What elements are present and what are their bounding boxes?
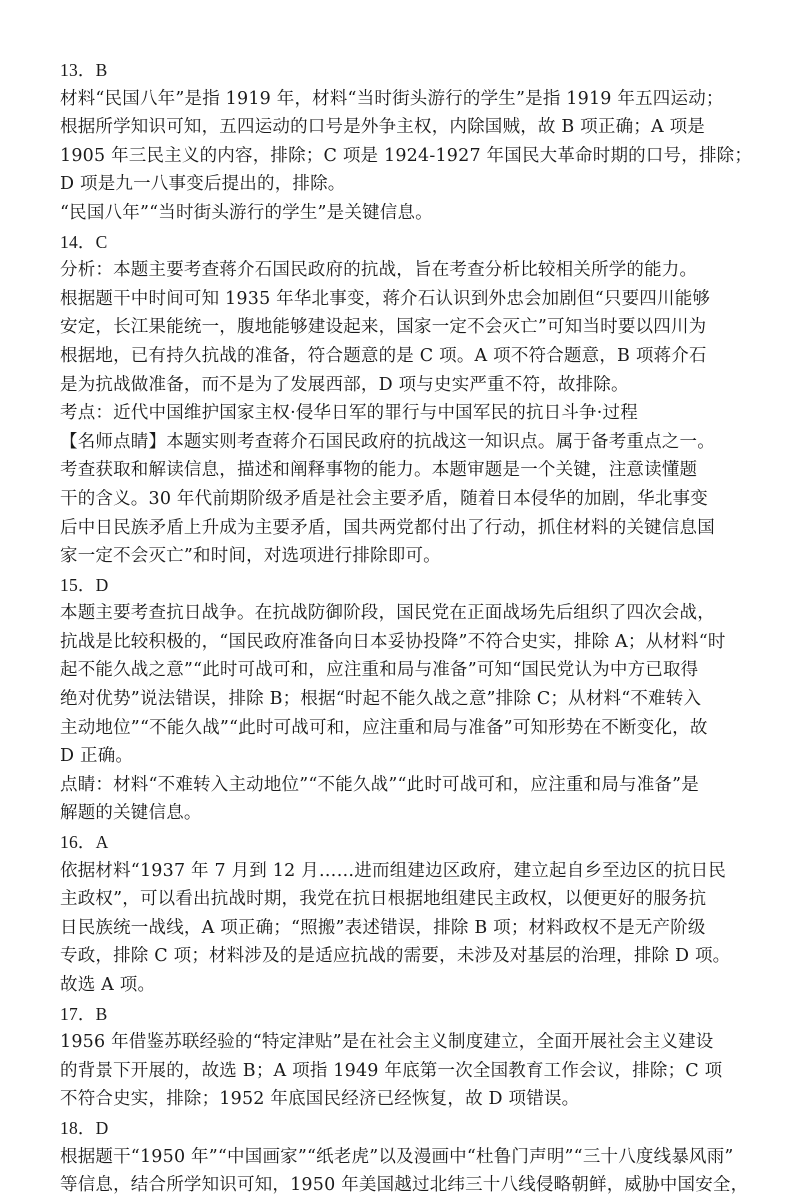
text-line: 依据材料“1937 年 7 月到 12 月……进而组建边区政府，建立起自乡至边区的抗日民 xyxy=(60,860,726,881)
document-page xyxy=(60,56,752,1200)
text-line: 绝对优势”说法错误，排除 B；根据“时起不能久战之意”排除 C；从材料“不难转入 xyxy=(60,689,702,710)
text-line: 根据题干“1950 年”“中国画家”“纸老虎”以及漫画中“杜鲁门声明”“三十八度线暴风雨” xyxy=(60,1146,734,1167)
text-line: 干的含义。30 年代前期阶级矛盾是社会主要矛盾，随着日本侵华的加剧，华北事变 xyxy=(60,488,708,509)
text-line: 考查获取和解读信息，描述和阐释事物的能力。本题审题是一个关键，注意读懂题 xyxy=(60,460,698,481)
text-line: 日民族统一战线，A 项正确；“照搬”表述错误，排除 B 项；材料政权不是无产阶级 xyxy=(60,917,706,938)
answer-heading-18: 18．D xyxy=(60,1117,109,1138)
text-line: 解题的关键信息。 xyxy=(60,803,202,824)
text-line: 根据所学知识可知，五四运动的口号是外争主权，内除国贼，故 B 项正确；A 项是 xyxy=(60,117,705,138)
answer-heading-13: 13．B xyxy=(60,60,108,80)
text-line: 材料“民国八年”是指 1919 年，材料“当时街头游行的学生”是指 1919 年五四运动； xyxy=(60,88,724,109)
text-line: 1905 年三民主义的内容，排除；C 项是 1924-1927 年国民大革命时期的口号，排除； xyxy=(60,145,752,166)
text-line: 安定，长江果能统一，腹地能够建设起来，国家一定不会灭亡”可知当时要以四川为 xyxy=(60,317,707,338)
text-line: D 正确。 xyxy=(60,746,134,767)
text-line: 考点：近代中国维护国家主权·侵华日军的罪行与中国军民的抗日斗争·过程 xyxy=(60,403,638,424)
text-line: 不符合史实，排除；1952 年底国民经济已经恢复，故 D 项错误。 xyxy=(60,1089,580,1110)
text-line: 起不能久战之意”“此时可战可和，应注重和局与准备”可知“国民党认为中方已取得 xyxy=(60,660,699,681)
text-line: 1956 年借鉴苏联经验的“特定津贴”是在社会主义制度建立，全面开展社会主义建设 xyxy=(60,1032,714,1053)
text-line: 专政，排除 C 项；材料涉及的是适应抗战的需要，未涉及对基层的治理，排除 D 项。 xyxy=(60,946,731,967)
answer-heading-15: 15．D xyxy=(60,574,109,595)
answer-heading-14: 14．C xyxy=(60,231,108,252)
text-line: 家一定不会灭亡”和时间，对选项进行排除即可。 xyxy=(60,546,441,567)
text-line: 主政权”，可以看出抗战时期，我党在抗日根据地组建民主政权，以便更好的服务抗 xyxy=(60,889,707,910)
text-line: 是为抗战做准备，而不是为了发展西部，D 项与史实严重不符，故排除。 xyxy=(60,374,629,395)
text-line: 点睛：材料“不难转入主动地位”“不能久战”“此时可战可和，应注重和局与准备”是 xyxy=(60,774,699,795)
text-line: 本题主要考查抗日战争。在抗战防御阶段，国民党在正面战场先后组织了四次会战， xyxy=(60,603,715,624)
text-line: 等信息，结合所学知识可知，1950 年美国越过北纬三十八线侵略朝鲜，威胁中国安全， xyxy=(60,1175,749,1196)
text-line: D 项是九一八事变后提出的，排除。 xyxy=(60,174,346,195)
text-line: 【名师点睛】本题实则考查蒋介石国民政府的抗战这一知识点。属于备考重点之一。 xyxy=(60,431,715,452)
text-line: 分析：本题主要考查蒋介石国民政府的抗战，旨在考查分析比较相关所学的能力。 xyxy=(60,260,698,281)
text-line: 抗战是比较积极的，“国民政府准备向日本妥协投降”不符合史实，排除 A；从材料“时 xyxy=(60,631,726,652)
text-line: 主动地位”“不能久战”“此时可战可和，应注重和局与准备”可知形势在不断变化，故 xyxy=(60,717,708,738)
answer-heading-16: 16．A xyxy=(60,832,109,853)
text-line: 故选 A 项。 xyxy=(60,975,156,995)
text-line: 后中日民族矛盾上升成为主要矛盾，国共两党都付出了行动，抓住材料的关键信息国 xyxy=(60,517,715,538)
text-line: “民国八年”“当时街头游行的学生”是关键信息。 xyxy=(60,202,433,223)
text-line: 的背景下开展的，故选 B；A 项指 1949 年底第一次全国教育工作会议，排除；C 项 xyxy=(60,1060,723,1081)
answer-heading-17: 17．B xyxy=(60,1003,108,1024)
text-line: 根据地，已有持久抗战的准备，符合题意的是 C 项。A 项不符合题意，B 项蒋介石 xyxy=(60,345,707,366)
text-line: 根据题干中时间可知 1935 年华北事变，蒋介石认识到外忠会加剧但“只要四川能够 xyxy=(60,288,711,309)
